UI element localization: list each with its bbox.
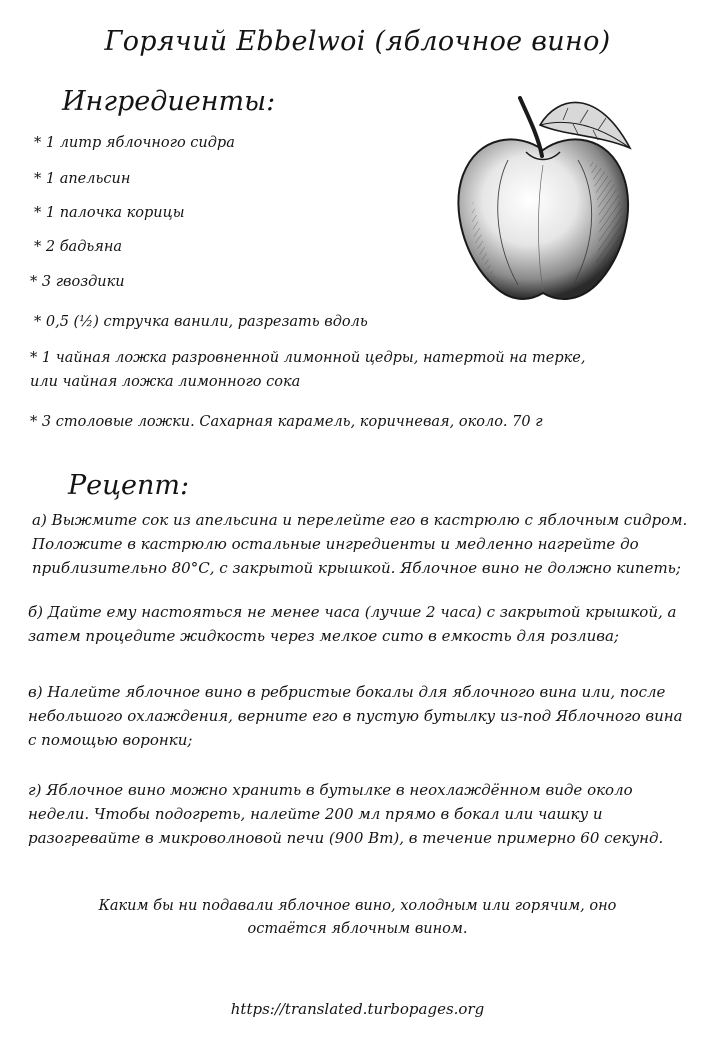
- step-line: г) Яблочное вино можно хранить в бутылке в неохлаждённом виде около: [28, 781, 633, 799]
- source-url: https://translated.turbopages.org: [230, 1000, 485, 1018]
- ingredient-item: * 1 литр яблочного сидра: [34, 135, 235, 151]
- step-line: а) Выжмите сок из апельсина и перелейте его в кастрюлю с яблочным сидром.: [32, 511, 688, 529]
- ingredient-item: * 1 палочка корицы: [34, 205, 185, 221]
- note-line: остаётся яблочным вином.: [247, 921, 468, 937]
- step-line: разогревайте в микроволновой печи (900 Вт), в течение примерно 60 секунд.: [28, 829, 664, 847]
- step-line: Положите в кастрюлю остальные ингредиенты и медленно нагрейте до: [32, 535, 639, 553]
- ingredient-item: * 2 бадьяна: [34, 239, 123, 255]
- note-line: Каким бы ни подавали яблочное вино, холодным или горячим, оно: [98, 898, 617, 914]
- step-line: приблизительно 80°С, с закрытой крышкой. Яблочное вино не должно кипеть;: [32, 559, 681, 577]
- step-line: небольшого охлаждения, верните его в пустую бутылку из-под Яблочного вина: [28, 707, 683, 725]
- recipe-heading: Рецепт:: [68, 470, 190, 501]
- step-line: недели. Чтобы подогреть, налейте 200 мл прямо в бокал или чашку и: [28, 805, 603, 823]
- step-line: в) Налейте яблочное вино в ребристые бокалы для яблочного вина или, после: [28, 683, 666, 701]
- ingredient-item: * 0,5 (½) стручка ванили, разрезать вдоль: [34, 314, 368, 330]
- apple-sketch-icon: [448, 90, 638, 320]
- ingredient-item: * 1 апельсин: [34, 171, 131, 187]
- step-line: затем процедите жидкость через мелкое сито в емкость для розлива;: [28, 627, 619, 645]
- ingredient-item: * 3 гвоздики: [30, 274, 125, 290]
- step-line: с помощью воронки;: [28, 731, 193, 749]
- ingredient-item: * 3 столовые ложки. Сахарная карамель, коричневая, около. 70 г: [30, 414, 543, 430]
- page-title: Горячий Ebbelwoi (яблочное вино): [104, 26, 611, 57]
- ingredient-item: * 1 чайная ложка разровненной лимонной цедры, натертой на терке,: [30, 350, 586, 366]
- ingredient-item-continuation: или чайная ложка лимонного сока: [30, 374, 301, 390]
- step-line: б) Дайте ему настояться не менее часа (лучше 2 часа) с закрытой крышкой, а: [28, 603, 677, 621]
- ingredients-heading: Ингредиенты:: [62, 86, 276, 117]
